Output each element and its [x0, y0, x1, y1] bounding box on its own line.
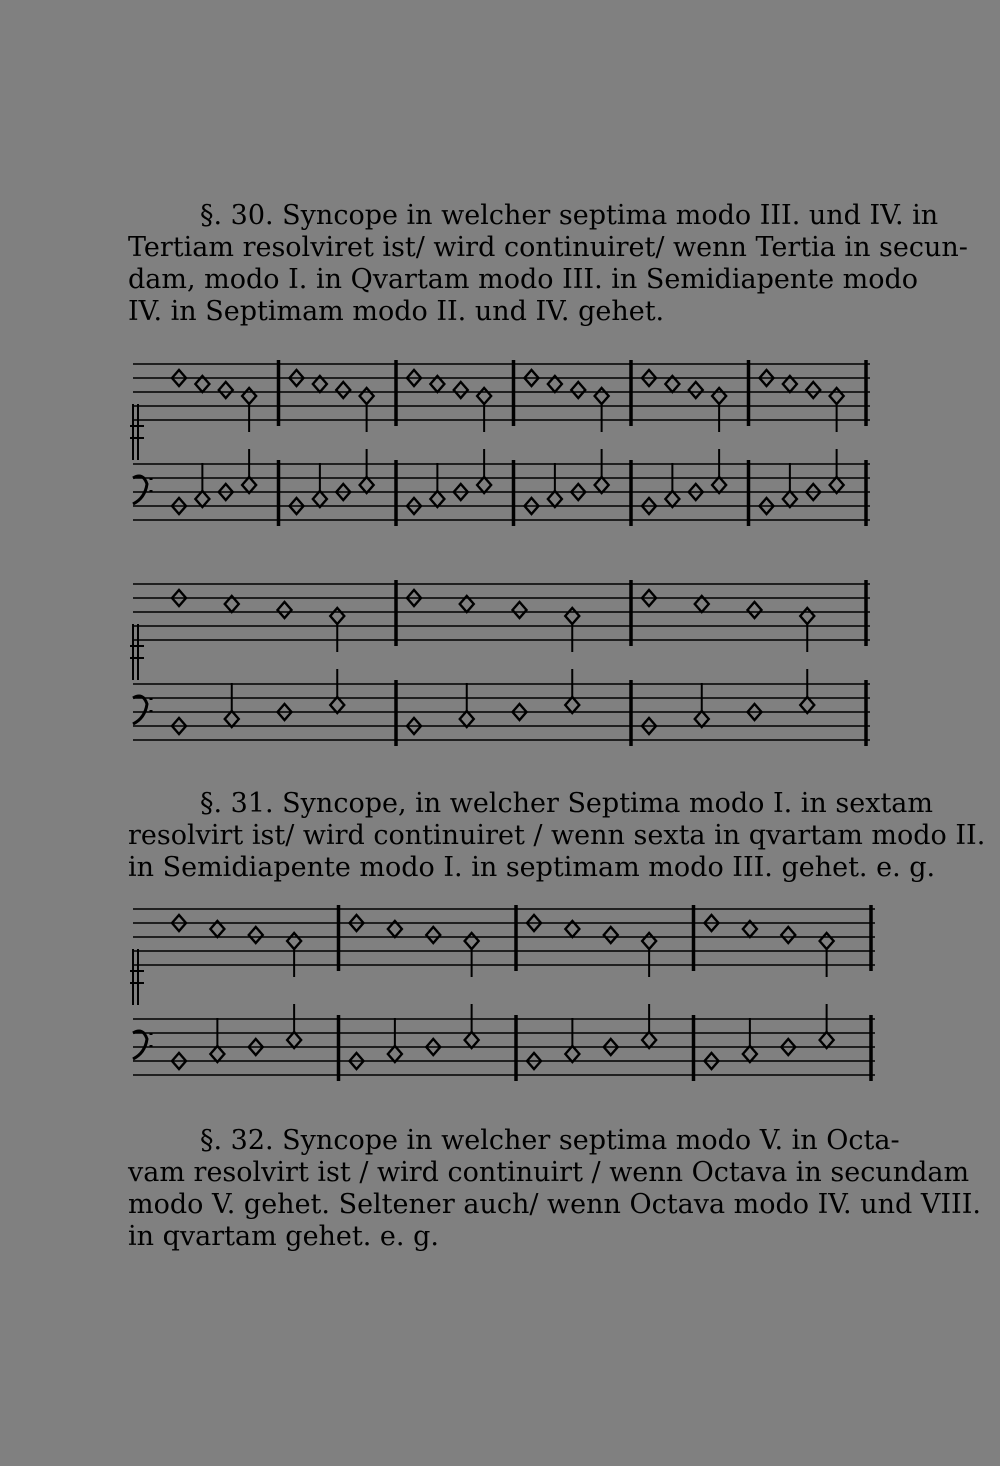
note-head	[477, 477, 491, 493]
text-line: in Semidiapente modo I. in septimam modo III. gehet. e. g.	[128, 852, 936, 883]
note-head	[460, 711, 474, 727]
note-head	[330, 697, 344, 713]
paragraph-30	[128, 200, 968, 328]
c-clef	[130, 949, 144, 1005]
note-head	[388, 1046, 402, 1062]
music-example-30-part-1	[125, 350, 885, 560]
note-head	[595, 388, 609, 404]
note-head	[330, 608, 344, 624]
note-head	[426, 927, 440, 943]
note-head	[565, 697, 579, 713]
note-head	[242, 477, 256, 493]
f-clef	[133, 1031, 151, 1059]
f-clef	[133, 476, 151, 504]
note-head	[820, 1032, 834, 1048]
note-head	[313, 491, 327, 507]
note-head	[548, 491, 562, 507]
note-head	[477, 388, 491, 404]
note-head	[695, 711, 709, 727]
note-head	[465, 933, 479, 949]
note-head	[748, 602, 762, 618]
note-head	[712, 388, 726, 404]
paragraph-32	[128, 1125, 981, 1253]
note-head	[800, 608, 814, 624]
note-head	[783, 491, 797, 507]
text-line: resolvirt ist/ wird continuiret / wenn sexta in qvartam modo II.	[128, 820, 986, 851]
note-head	[465, 1032, 479, 1048]
note-head	[278, 602, 292, 618]
note-head	[781, 927, 795, 943]
note-head	[806, 382, 820, 398]
note-head	[287, 933, 301, 949]
music-example-31	[125, 895, 885, 1105]
note-head	[225, 711, 239, 727]
note-head	[454, 382, 468, 398]
music-example-30-part-2	[125, 570, 885, 780]
text-line: IV. in Septimam modo II. und IV. gehet.	[128, 296, 665, 327]
note-head	[820, 933, 834, 949]
note-head	[830, 477, 844, 493]
note-head	[571, 382, 585, 398]
note-head	[743, 1046, 757, 1062]
note-head	[800, 697, 814, 713]
note-head	[689, 382, 703, 398]
note-head	[665, 491, 679, 507]
text-line: vam resolvirt ist / wird continuirt / wenn Octava in secundam	[128, 1157, 970, 1188]
note-head	[219, 382, 233, 398]
note-head	[604, 927, 618, 943]
note-head	[360, 388, 374, 404]
note-head	[513, 602, 527, 618]
note-head	[249, 927, 263, 943]
paragraph-31	[128, 788, 986, 884]
text-line: Tertiam resolviret ist/ wird continuiret/ wenn Tertia in secun-	[128, 232, 968, 263]
f-clef	[133, 696, 151, 724]
music-staff-system	[125, 895, 885, 1105]
note-head	[287, 1032, 301, 1048]
text-line: §. 32. Syncope in welcher septima modo V. in Octa-	[200, 1125, 900, 1156]
note-head	[642, 933, 656, 949]
note-head	[565, 1046, 579, 1062]
music-staff-system	[125, 570, 885, 780]
note-head	[565, 608, 579, 624]
note-head	[360, 477, 374, 493]
note-head	[595, 477, 609, 493]
note-head	[430, 491, 444, 507]
text-line: dam, modo I. in Qvartam modo III. in Semidiapente modo	[128, 264, 919, 295]
music-staff-system	[125, 350, 885, 560]
text-line: §. 31. Syncope, in welcher Septima modo I. in sextam	[200, 788, 933, 819]
note-head	[242, 388, 256, 404]
text-line: in qvartam gehet. e. g.	[128, 1221, 439, 1252]
text-line: §. 30. Syncope in welcher septima modo III. und IV. in	[200, 200, 939, 231]
c-clef	[130, 624, 144, 680]
note-head	[195, 491, 209, 507]
note-head	[642, 1032, 656, 1048]
note-head	[336, 382, 350, 398]
note-head	[830, 388, 844, 404]
text-line: modo V. gehet. Seltener auch/ wenn Octava modo IV. und VIII.	[128, 1189, 981, 1220]
note-head	[712, 477, 726, 493]
note-head	[210, 1046, 224, 1062]
c-clef	[130, 404, 144, 460]
